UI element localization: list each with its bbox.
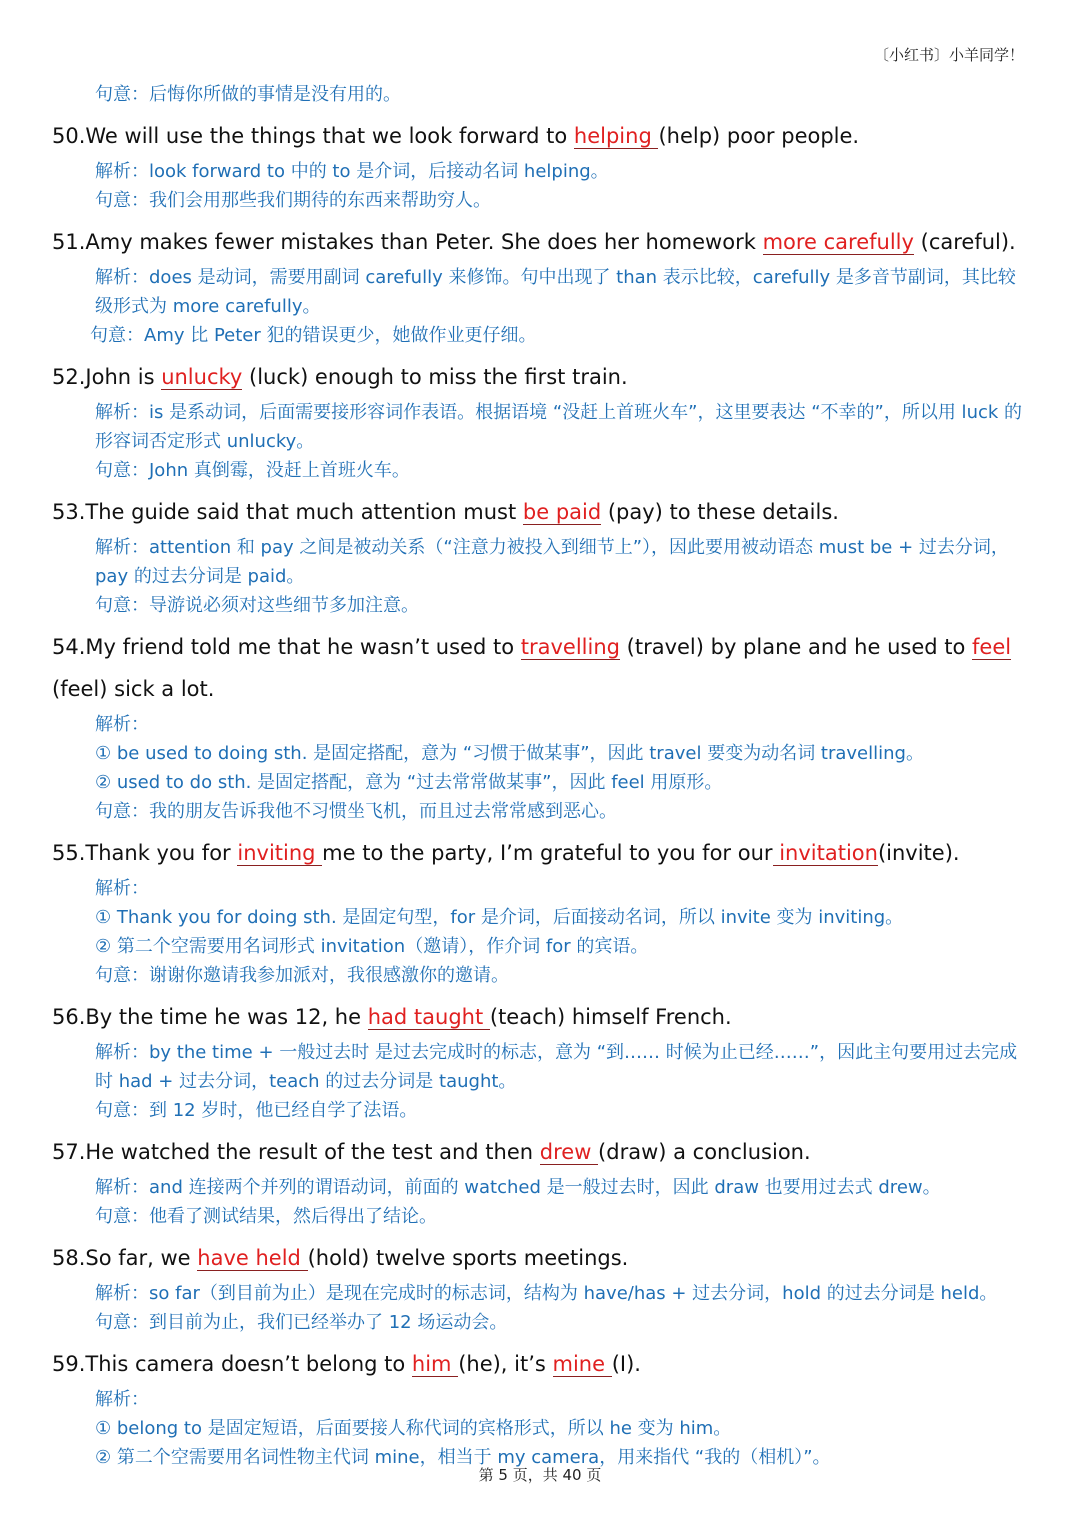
question-text: (feel) sick a lot. xyxy=(52,677,215,701)
question-stem xyxy=(0,491,1080,533)
explanation-line: 句意：John 真倒霉，没赶上首班火车。 xyxy=(95,460,410,481)
answer-fill: invitation xyxy=(772,841,878,865)
explanation-line: 句意：到 12 岁时，他已经自学了法语。 xyxy=(95,1100,418,1121)
question-block xyxy=(0,1131,1080,1231)
question-block xyxy=(0,626,1080,826)
explanation-line: 解析： xyxy=(95,1389,149,1410)
question-text: (draw) a conclusion. xyxy=(598,1140,811,1164)
explanation-line: ② used to do sth. 是固定搭配，意为 “过去常常做某事”，因此 feel 用原形。 xyxy=(95,772,723,793)
explanation-line: 解析：so far（到目前为止）是现在完成时的标志词，结构为 have/has + 过去分词，hold 的过去分词是 held。 xyxy=(95,1283,998,1304)
question-text: (hold) twelve sports meetings. xyxy=(307,1246,629,1270)
explanation-line: 句意：到目前为止，我们已经举办了 12 场运动会。 xyxy=(95,1312,508,1333)
answer-fill: helping xyxy=(573,124,659,148)
question-text: 57.He watched the result of the test and then xyxy=(52,1140,540,1164)
question-text: (pay) to these details. xyxy=(601,500,839,524)
answer-fill: inviting xyxy=(237,841,323,865)
answer-fill: him xyxy=(411,1352,459,1376)
question-text: (he), it’s xyxy=(458,1352,553,1376)
explanation-line: 解析：does 是动词，需要用副词 carefully 来修饰。句中出现了 than 表示比较，carefully 是多音节副词，其比较级形式为 more carefully。 xyxy=(95,267,1016,317)
explanation-line: ② 第二个空需要用名词形式 invitation（邀请），作介词 for 的宾语。 xyxy=(95,936,649,957)
question-block xyxy=(0,221,1080,350)
question-text: 55.Thank you for xyxy=(52,841,238,865)
question-stem xyxy=(0,1343,1080,1385)
explanation-line: ① Thank you for doing sth. 是固定句型，for 是介词，后面接动名词，所以 invite 变为 inviting。 xyxy=(95,907,904,928)
explanation-line: ① be used to doing sth. 是固定搭配，意为 “习惯于做某事”，因此 travel 要变为动名词 travelling。 xyxy=(95,743,924,764)
question-text: 51.Amy makes fewer mistakes than Peter. She does her homework xyxy=(52,230,763,254)
question-stem xyxy=(0,996,1080,1038)
answer-fill: mine xyxy=(552,1352,612,1376)
answer-fill: feel xyxy=(972,635,1012,659)
page-footer: 第 5 页，共 40 页 xyxy=(478,1466,602,1484)
question-text: (invite). xyxy=(877,841,960,865)
explanation-line: 解析：and 连接两个并列的谓语动词，前面的 watched 是一般过去时，因此 draw 也要用过去式 drew。 xyxy=(95,1177,941,1198)
question-stem xyxy=(0,1131,1080,1173)
question-stem xyxy=(0,1237,1080,1279)
answer-fill: be paid xyxy=(522,500,602,524)
question-block xyxy=(0,1237,1080,1337)
answer-fill: unlucky xyxy=(161,365,243,389)
explanation-line: 句意：他看了测试结果，然后得出了结论。 xyxy=(95,1206,437,1227)
explanation-line: 解析： xyxy=(95,714,149,735)
question-stem xyxy=(0,221,1080,263)
question-text: (travel) by plane and he used to xyxy=(619,635,973,659)
question-text: 59.This camera doesn’t belong to xyxy=(52,1352,412,1376)
question-text: 53.The guide said that much attention must xyxy=(52,500,523,524)
question-text: 58.So far, we xyxy=(52,1246,198,1270)
explanation-line: 句意：谢谢你邀请我参加派对，我很感激你的邀请。 xyxy=(95,965,509,986)
page-header: 〔小红书〕小羊同学！ xyxy=(873,46,1024,64)
explanation-line: ② 第二个空需要用名词性物主代词 mine，相当于 my camera，用来指代 “我的（相机）”。 xyxy=(95,1447,831,1468)
question-text: me to the party, I’m grateful to you for our xyxy=(322,841,773,865)
question-stem xyxy=(0,832,1080,874)
question-stem xyxy=(0,115,1080,157)
question-text: (luck) enough to miss the first train. xyxy=(242,365,628,389)
question-text: 54.My friend told me that he wasn’t used to xyxy=(52,635,521,659)
explanation-line: 句意：我们会用那些我们期待的东西来帮助穷人。 xyxy=(95,190,491,211)
question-block xyxy=(0,491,1080,620)
question-text: 56.By the time he was 12, he xyxy=(52,1005,368,1029)
answer-fill: have held xyxy=(197,1246,308,1270)
explanation-line: 解析：by the time + 一般过去时 是过去完成时的标志，意为 “到…… 时候为止已经……”，因此主句要用过去完成时 had + 过去分词，teach 的过去分词是 taught。 xyxy=(95,1042,1018,1092)
explanation-line: 解析：attention 和 pay 之间是被动关系（“注意力被投入到细节上”），因此要用被动语态 must be + 过去分词，pay 的过去分词是 paid。 xyxy=(95,537,1009,587)
question-text: (I). xyxy=(611,1352,641,1376)
previous-question-translation: 句意：后悔你所做的事情是没有用的。 xyxy=(95,84,401,105)
question-text: 52.John is xyxy=(52,365,162,389)
explanation-line: ① belong to 是固定短语，后面要接人称代词的宾格形式，所以 he 变为 him。 xyxy=(95,1418,732,1439)
explanation-line: 句意：我的朋友告诉我他不习惯坐飞机，而且过去常常感到恶心。 xyxy=(95,801,617,822)
question-stem xyxy=(0,356,1080,398)
explanation-line: 句意：Amy 比 Peter 犯的错误更少，她做作业更仔细。 xyxy=(90,325,537,346)
question-block xyxy=(0,996,1080,1125)
question-list xyxy=(0,115,1080,1472)
explanation-line: 句意：导游说必须对这些细节多加注意。 xyxy=(95,595,419,616)
answer-fill: drew xyxy=(539,1140,599,1164)
answer-fill: travelling xyxy=(520,635,620,659)
answer-fill: had taught xyxy=(367,1005,490,1029)
explanation-line: 解析： xyxy=(95,878,149,899)
page-content xyxy=(0,80,1080,1472)
question-text: 50.We will use the things that we look forward to xyxy=(52,124,574,148)
question-block xyxy=(0,832,1080,990)
question-block xyxy=(0,115,1080,215)
answer-fill: more carefully xyxy=(762,230,914,254)
explanation-line: 解析：look forward to 中的 to 是介词，后接动名词 helping。 xyxy=(95,161,609,182)
question-text: (help) poor people. xyxy=(658,124,860,148)
question-stem xyxy=(0,626,1080,710)
question-block xyxy=(0,1343,1080,1472)
explanation-line: 解析：is 是系动词，后面需要接形容词作表语。根据语境 “没赶上首班火车”，这里要表达 “不幸的”，所以用 luck 的形容词否定形式 unlucky。 xyxy=(95,402,1023,452)
question-text: (careful). xyxy=(913,230,1016,254)
question-block xyxy=(0,356,1080,485)
question-text: (teach) himself French. xyxy=(489,1005,732,1029)
